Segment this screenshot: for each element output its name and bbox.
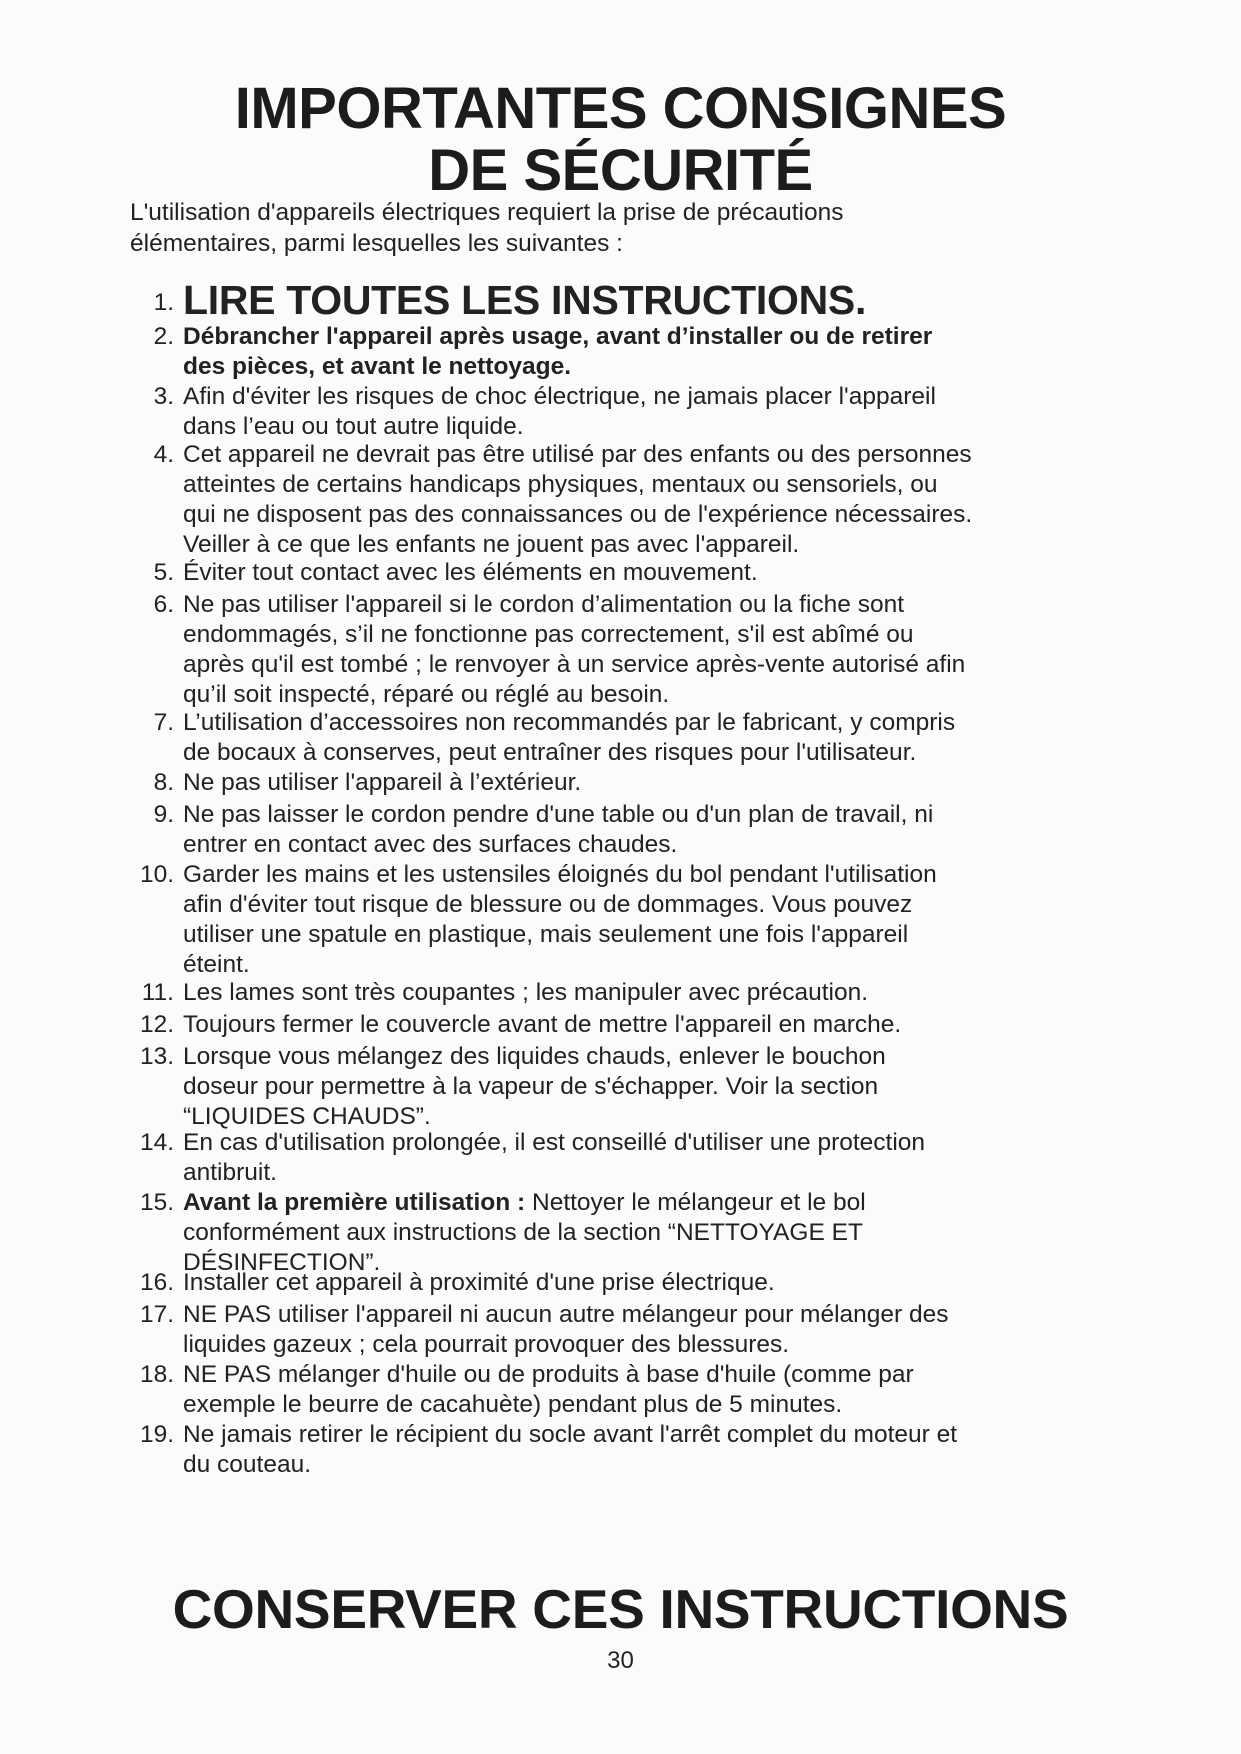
intro-paragraph [130,197,1130,259]
list-item-line: afin d'éviter tout risque de blessure ou de dommages. Vous pouvez [183,891,913,918]
list-item-line: utiliser une spatule en plastique, mais seulement une fois l'appareil [183,921,909,948]
list-item-line: doseur pour permettre à la vapeur de s'échapper. Voir la section [183,1073,879,1100]
list-item-text [183,1188,1183,1278]
list-item-line: de bocaux à conserves, peut entraîner des risques pour l'utilisateur. [183,739,917,766]
list-item-line: antibruit. [183,1159,277,1186]
page-title [0,78,1241,202]
list-item-number: 1. [153,289,174,316]
list-item-line: éteint. [183,951,250,978]
list-item-line [183,1188,1183,1218]
list-item-line: Cet appareil ne devrait pas être utilisé par des enfants ou des personnes [183,441,972,468]
list-item-number: 7. [153,709,174,736]
list-item-number: 15. [139,1189,174,1216]
list-item-text [183,1010,1183,1040]
list-item-line: qui ne disposent pas des connaissances ou de l'expérience nécessaires. [183,501,973,528]
list-item-line: Ne pas utiliser l'appareil à l’extérieur. [183,769,582,796]
list-item-line: liquides gazeux ; cela pourrait provoquer des blessures. [183,1331,790,1358]
list-item-text [183,440,1183,560]
list-item-line: après qu'il est tombé ; le renvoyer à un service après-vente autorisé afin [183,651,966,678]
list-item-line: des pièces, et avant le nettoyage. [183,353,572,380]
list-item-number: 16. [139,1269,174,1296]
list-item-number: 11. [141,979,174,1006]
list-item-line: du couteau. [183,1451,312,1478]
list-item-number: 18. [139,1361,174,1388]
list-item-line: dans l’eau ou tout autre liquide. [183,413,524,440]
list-item-line: “LIQUIDES CHAUDS”. [183,1103,431,1130]
list-item-line: L’utilisation d’accessoires non recommandés par le fabricant, y compris [183,709,956,736]
list-item-line: qu’il soit inspecté, réparé ou réglé au besoin. [183,681,670,708]
list-item-text [183,1420,1183,1480]
list-item-line: Afin d'éviter les risques de choc électrique, ne jamais placer l'appareil [183,383,936,410]
list-item-text [183,1042,1183,1132]
list-item-line: Veiller à ce que les enfants ne jouent pas avec l'appareil. [183,531,800,558]
list-item-line: Garder les mains et les ustensiles éloignés du bol pendant l'utilisation [183,861,937,888]
list-item-number: 8. [153,769,174,796]
list-item-text [183,1300,1183,1360]
list-item-line: conformément aux instructions de la section “NETTOYAGE ET [183,1219,863,1246]
list-item-line: entrer en contact avec des surfaces chaudes. [183,831,678,858]
list-item-text [183,277,1183,323]
list-item-line: atteintes de certains handicaps physiques, mentaux ou sensoriels, ou [183,471,938,498]
list-item-line: Les lames sont très coupantes ; les manipuler avec précaution. [183,979,869,1006]
list-item-line: Lorsque vous mélangez des liquides chauds, enlever le bouchon [183,1043,886,1070]
list-item-line: endommagés, s’il ne fonctionne pas correctement, s'il est abîmé ou [183,621,914,648]
list-item-text [183,978,1183,1008]
list-item-number: 2. [153,323,174,350]
page-title-line-1: IMPORTANTES CONSIGNES [234,76,1007,141]
list-item-number: 10. [139,861,174,888]
list-item-text [183,1128,1183,1188]
list-item-line: exemple le beurre de cacahuète) pendant plus de 5 minutes. [183,1391,843,1418]
list-item-line: Ne jamais retirer le récipient du socle avant l'arrêt complet du moteur et [183,1421,958,1448]
list-item-number: 9. [153,801,174,828]
list-item-number: 3. [153,383,174,410]
list-item-number: 5. [153,559,174,586]
list-item-number: 6. [153,591,174,618]
list-item-text [183,382,1183,442]
list-item-number: 4. [153,441,174,468]
list-item-line: En cas d'utilisation prolongée, il est conseillé d'utiliser une protection [183,1129,926,1156]
list-item-text [183,590,1183,710]
intro-line: L'utilisation d'appareils électriques requiert la prise de précautions [130,199,844,226]
list-item-text [183,1268,1183,1298]
list-item-text [183,800,1183,860]
list-item-line: DÉSINFECTION”. [183,1249,381,1276]
list-item-text [183,1360,1183,1420]
list-item-line: Éviter tout contact avec les éléments en mouvement. [183,559,758,586]
intro-line: élémentaires, parmi lesquelles les suivantes : [130,230,623,257]
list-item-number: 12. [139,1011,174,1038]
page-title-line-2: DE SÉCURITÉ [428,138,813,203]
list-item-bold-lead: Avant la première utilisation : [183,1189,526,1216]
list-item-line: LIRE TOUTES LES INSTRUCTIONS. [183,277,867,323]
list-item-text [183,322,1183,382]
list-item-text [183,708,1183,768]
list-item-number: 13. [139,1043,174,1070]
list-item-line: Débrancher l'appareil après usage, avant d’installer ou de retirer [183,323,933,350]
list-item-line: Ne pas laisser le cordon pendre d'une table ou d'un plan de travail, ni [183,801,934,828]
list-item-number: 19. [139,1421,174,1448]
list-item-text [183,768,1183,798]
list-item-line: Toujours fermer le couvercle avant de mettre l'appareil en marche. [183,1011,902,1038]
list-item-number: 17. [139,1301,174,1328]
page-number: 30 [607,1647,634,1674]
list-item-line: Ne pas utiliser l'appareil si le cordon d’alimentation ou la fiche sont [183,591,905,618]
list-item-line: Installer cet appareil à proximité d'une prise électrique. [183,1269,775,1296]
list-item-line: NE PAS mélanger d'huile ou de produits à base d'huile (comme par [183,1361,914,1388]
list-item-line: NE PAS utiliser l'appareil ni aucun autre mélangeur pour mélanger des [183,1301,949,1328]
list-item-line-rest: Nettoyer le mélangeur et le bol [525,1189,866,1216]
footer-title: CONSERVER CES INSTRUCTIONS [172,1578,1069,1640]
list-item-number: 14. [139,1129,174,1156]
list-item-text [183,558,1183,588]
list-item-text [183,860,1183,980]
